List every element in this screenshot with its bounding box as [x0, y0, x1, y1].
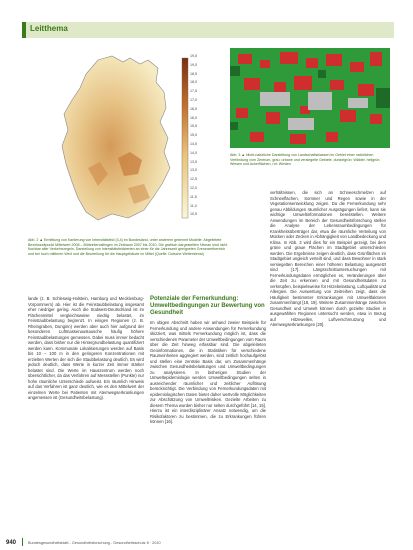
legend-tick: 13,0	[190, 168, 197, 173]
landcover-map-graphic	[230, 48, 390, 148]
footer-divider	[22, 538, 23, 546]
body-column-2	[150, 320, 266, 425]
legend-tick: 11,0	[190, 203, 197, 208]
paragraph: Im obigen Abschnitt haben wir anhand zweier Beispiele für Fernerkundung und andere Anwendungen für Fernerkundung skizziert, was mittels Fernerkundung möglich ist, dass die verschiedenen Parameter der Umweltbedingungen vom Raum über die Zeit hinweg erfassbar sind. Die abgeleiteten Geoinformationen, die in Statistiken für verschiedene Raumeinheiten aggregiert werden, sind zeitlich hochaufgelöst und stellen eine zentrale Basis dar, um Zusammenhänge zwischen Gesundheitsbelastungen und Umweltbedingungen zu analysieren. In bisherigen Studien der Umweltepidemiologie werden Umweltbedingungen selten in ausreichender räumlicher und zeitlicher Auflösung berücksichtigt. Die Verbindung von Fernerkundungsdaten mit epidemiologischen Daten bietet daher wertvolle Möglichkeiten zur Abschätzung von Umweltrisiken. Gezielte Arbeiten zu diesem Thema wurden bisher nur selten durchgeführt [14, 15]. Hierzu ist ein interdisziplinärer Ansatz notwendig, um die Risikofaktoren zu bestimmen, die zu Erkrankungen führen können [16].	[150, 320, 266, 424]
page-number: 940	[6, 540, 17, 546]
legend-tick: 16,0	[190, 115, 197, 120]
germany-outline	[62, 56, 170, 220]
legend-tick: 15,0	[190, 133, 197, 138]
legend-tick: 12,5	[190, 177, 197, 182]
paragraph: verhältnissen, die sich an Schneeschmelzen auf Schneeflächen, Sommer und Regen sowie in der Vegetationsentwicklung zeigen. Da die Fernerkundung sehr genau Abbildungen räumlicher Ausprägungen liefert, kann sie wichtige Umweltinformationen bereitstellen. Weitere Anwendungen im Bereich der Gesundheitsforschung stellen die Analyse der Lebensraumbedingungen für Krankheitsüberträger dar, etwa die räumliche Verteilung von Mücken oder Zecken in Abhängigkeit von Landbedeckung und Klima. In Abb. 3 wird dies für ein Beispiel gezeigt, bei dem grüne und graue Flächen im Stadtgebiet unterschieden werden. Die Ergebnisse zeigen deutlich, dass Grünflächen im Stadtgebiet ungleich verteilt sind, und dass Bewohner in stark versiegelten Bereichen einer höheren Belastung ausgesetzt sind [17]. Längsschnittuntersuchungen mit Fernerkundungsdaten ermöglichen es, Veränderungen über die Zeit zu erkennen und mit Gesundheitsdaten zu verknüpfen, beispielsweise für Hitzebelastung, Luftqualität und Allergien. Die Auswertung von Zeitreihen zeigt, dass die Häufigkeit bestimmter Erkrankungen mit Umweltfaktoren zusammenhängt [18, 19]. Weitere Zusammenhänge zwischen Gesundheit und Umwelt können durch gezielte Studien in ausgewählten Regionen untersucht werden, etwa in Bezug auf Hitzewellen, Luftverschmutzung und Atemwegserkrankungen [20].	[270, 190, 386, 327]
legend-tick: 14,0	[190, 150, 197, 155]
figure-2-caption: Abb. 2 ▲ Ermittlung von Kartierung von Intensitätsfeld (3,4) im Bundesland, unter anderem gebenmt Modelle: Abgeleitete Bezirkszeitpunkt Mittelwert 2008 – Blüteintervallingen im Zeitraum 2007 bis 2010. Die grafisch dargestellten Niveau sind nicht fluchbar aller Verkehrsregeln. Darstellung von Intensitätsfeldwerten an einer für die Jahreszeit geeigneten Grenzwertbereich und bei hoch mittleren Wert und die Beurteilung für die Hauptgebäude im Mittel (Quelle: Dutsche Wetterdienst)	[28, 238, 228, 256]
legend-tick: 18,5	[190, 71, 197, 76]
section-band	[22, 22, 394, 38]
legend-tick: 19,5	[190, 54, 197, 58]
legend-tick: 17,5	[190, 89, 197, 94]
legend-tick: 10,5	[190, 212, 197, 217]
section-accent-bar	[22, 22, 26, 38]
body-column-1	[28, 296, 144, 401]
paragraph: lande (z. B. Schleswig-Holstein, Hamburg und Mecklenburg-Vorpommern) ab. Hier ist die Feinstaubbelastung insgesamt eher niedriger gering. Auch die Südwest-Deutschland ist im Flächenmittel vergleichsweise niedrig belastet, im Feinstaubbelastung begrenzt. In einigen Regionen (z. B. Rheingraben, Dunginn) werden aber auch hier aufgrund der besonderen Luftmassenaustausche häufig höhere Feinstaubbelastungen gemessen. Dabei muss immer bedacht werden, dass bisher nur die Hintergrundbelastung quantifiziert werden kann. Kommunale Lokalisierungen werden auf Basis bis 10 – 100 m in den geringeren Konzentrationen mit erzielten Werten der sich die Staubbelastung deutlich. Es wird jedoch deutlich, dass Werte in kurzer Zeit immer stärker belastet sind. Die Werte im Hauszentrum werden noch übersichtlicher, da das Verfahren auf Messstellen (Punkte) nur hohe räumliche Unterschiede aufweist. Ein räumlich Hinweis auf das Verfahren ist ganz deutlich, wie es den Mittelwert der einzelnen Werte bei Patienten mit Atemwegserkrankungen angemessen ist (Gesundheitsbelastung).	[28, 296, 144, 400]
section-subheading: Potenziale der Fernerkundung: Umweltbedingungen zur Bewertung von Gesundheit	[150, 296, 265, 316]
legend-tick: 12,0	[190, 186, 197, 190]
legend-tick-labels	[190, 54, 218, 220]
legend-tick: 17,0	[190, 98, 197, 102]
legend-tick: 16,5	[190, 106, 197, 111]
body-column-3	[270, 190, 386, 328]
legend-tick: 19,0	[190, 62, 197, 67]
figure-landcover-map	[230, 48, 390, 148]
legend-tick: 11,5	[190, 194, 197, 199]
section-title: Leitthema	[30, 24, 68, 33]
legend-tick: 18,0	[190, 80, 197, 85]
figure-3-caption: Abb. 3 ▲ Nicht-natürliche Darstellung von Landschaftsklassen im Gebiet einer natürlichen Verbindung vom Zentrum, grau: urbane und versiegelte Gebiete, dunkelgrün: Wälder, hellgrün: Wiesen und Ackerflächen, rot: Weiden	[230, 153, 381, 167]
legend-tick: 14,5	[190, 142, 197, 146]
color-legend-bar	[182, 58, 188, 218]
legend-tick: 15,5	[190, 124, 197, 129]
legend-tick: 13,5	[190, 159, 197, 164]
journal-footer: Bundesgesundheitsblatt - Gesundheitsforschung - Gesundheitsschutz 8 · 2010	[28, 541, 161, 545]
